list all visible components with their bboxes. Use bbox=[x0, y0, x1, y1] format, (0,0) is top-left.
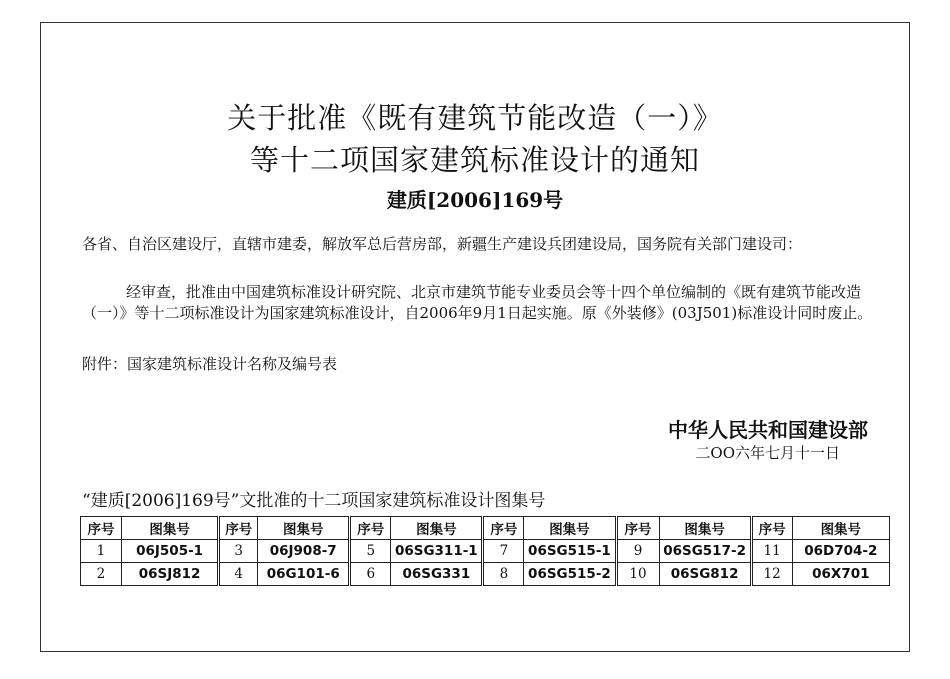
code-cell: 06SG515-1 bbox=[524, 540, 616, 563]
code-cell: 06SG812 bbox=[659, 563, 751, 586]
code-cell: 06SG331 bbox=[391, 563, 483, 586]
table-row bbox=[81, 563, 890, 586]
code-cell: 06SJ812 bbox=[121, 563, 218, 586]
code-cell: 06J908-7 bbox=[258, 540, 350, 563]
table-caption: “建质[2006]169号”文批准的十二项国家建筑标准设计图集号 bbox=[82, 491, 546, 511]
header-seq: 序号 bbox=[350, 517, 391, 540]
code-cell: 06SG517-2 bbox=[659, 540, 751, 563]
header-seq: 序号 bbox=[751, 517, 792, 540]
document-number: 建质[2006]169号 bbox=[386, 188, 564, 212]
header-seq: 序号 bbox=[483, 517, 524, 540]
code-cell: 06SG311-1 bbox=[391, 540, 483, 563]
header-seq: 序号 bbox=[219, 517, 258, 540]
table-row bbox=[81, 540, 890, 563]
code-cell: 06G101-6 bbox=[258, 563, 350, 586]
header-code: 图集号 bbox=[121, 517, 218, 540]
header-code: 图集号 bbox=[792, 517, 889, 540]
seq-cell: 5 bbox=[350, 540, 391, 563]
atlas-code-table bbox=[80, 516, 890, 586]
code-cell: 06SG515-2 bbox=[524, 563, 616, 586]
seq-cell: 10 bbox=[616, 563, 659, 586]
header-seq: 序号 bbox=[616, 517, 659, 540]
seq-cell: 8 bbox=[483, 563, 524, 586]
attachment-note: 附件：国家建筑标准设计名称及编号表 bbox=[82, 355, 338, 373]
approval-paragraph: 经审查，批准由中国建筑标准设计研究院、北京市建筑节能专业委员会等十四个单位编制的《既有建筑节能改造（一）》等十二项标准设计为国家建筑标准设计，自2006年9月1日起实施。原《外装修》(03J501)标准设计同时废止。 bbox=[82, 283, 873, 322]
header-code: 图集号 bbox=[524, 517, 616, 540]
header-code: 图集号 bbox=[258, 517, 350, 540]
addressee-paragraph: 各省、自治区建设厅，直辖市建委，解放军总后营房部，新疆生产建设兵团建设局，国务院有关部门建设司： bbox=[82, 235, 803, 253]
seq-cell: 3 bbox=[219, 540, 258, 563]
code-cell: 06D704-2 bbox=[792, 540, 889, 563]
table-header-row bbox=[81, 517, 890, 540]
issuing-authority: 中华人民共和国建设部 bbox=[668, 418, 868, 442]
notice-title-line2: 等十二项国家建筑标准设计的通知 bbox=[249, 143, 700, 177]
header-code: 图集号 bbox=[391, 517, 483, 540]
seq-cell: 9 bbox=[616, 540, 659, 563]
seq-cell: 11 bbox=[751, 540, 792, 563]
seq-cell: 4 bbox=[219, 563, 258, 586]
seq-cell: 7 bbox=[483, 540, 524, 563]
seq-cell: 6 bbox=[350, 563, 391, 586]
seq-cell: 12 bbox=[751, 563, 792, 586]
seq-cell: 2 bbox=[81, 563, 122, 586]
seq-cell: 1 bbox=[81, 540, 122, 563]
code-cell: 06J505-1 bbox=[121, 540, 218, 563]
code-cell: 06X701 bbox=[792, 563, 889, 586]
header-seq: 序号 bbox=[81, 517, 122, 540]
issue-date: 二OO六年七月十一日 bbox=[695, 444, 840, 462]
notice-title-line1: 关于批准《既有建筑节能改造（一）》 bbox=[227, 101, 723, 135]
header-code: 图集号 bbox=[659, 517, 751, 540]
